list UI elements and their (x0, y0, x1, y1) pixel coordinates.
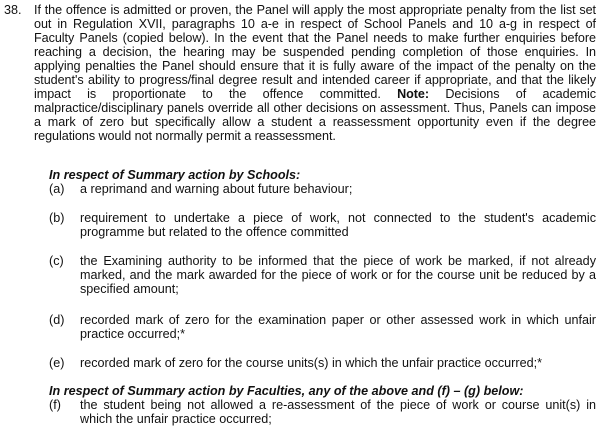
list-item-text: recorded mark of zero for the course units(s) in which the unfair practice occurred;* (80, 356, 542, 370)
paragraph-number: 38. (4, 3, 22, 17)
list-item-label: (e) (49, 356, 65, 370)
faculties-section-heading: In respect of Summary action by Faculties, any of the above and (f) – (g) below: (49, 384, 524, 398)
list-item-text: requirement to undertake a piece of work, not connected to the student's academic programme but related to the offence committed (80, 211, 596, 239)
list-item-label: (d) (49, 313, 65, 327)
note-text: Decisions of academic malpractice/disciplinary panels override all other decisions on assessment. Thus, Panels can impose a mark of zero but specifically allow a student a reassessment opportunity even if the degree regulations would not normally permit a reassessment. (34, 87, 596, 143)
note-label: Note: (397, 87, 430, 101)
paragraph-body (34, 3, 596, 143)
schools-section-heading: In respect of Summary action by Schools: (49, 168, 301, 182)
list-item-text: a reprimand and warning about future behaviour; (80, 182, 353, 196)
paragraph-text: If the offence is admitted or proven, the Panel will apply the most appropriate penalty from the list set out in Regulation XVII, paragraphs 10 a-e in respect of School Panels and 10 a-g in respect of Faculty Panels (copied below). In the event that the Panel needs to make further enquiries before reaching a decision, the hearing may be suspended pending completion of those enquiries. In applying penalties the Panel should ensure that it is fully aware of the impact of the penalty on the student's ability to progress/final degree result and intended career if appropriate, and that the likely impact is proportionate to the offence committed. (34, 3, 596, 101)
list-item-text: the student being not allowed a re-assessment of the piece of work or course unit(s) in which the unfair practice occurred; (80, 398, 596, 426)
list-item-label: (a) (49, 182, 65, 196)
list-item-text: the Examining authority to be informed that the piece of work be marked, if not already marked, and the mark awarded for the piece of work or for the course unit be reduced by a specified amount; (80, 254, 596, 296)
list-item-text: recorded mark of zero for the examination paper or other assessed work in which unfair practice occurred;* (80, 313, 596, 341)
list-item-label: (f) (49, 398, 61, 412)
list-item-label: (b) (49, 211, 65, 225)
list-item-label: (c) (49, 254, 64, 268)
